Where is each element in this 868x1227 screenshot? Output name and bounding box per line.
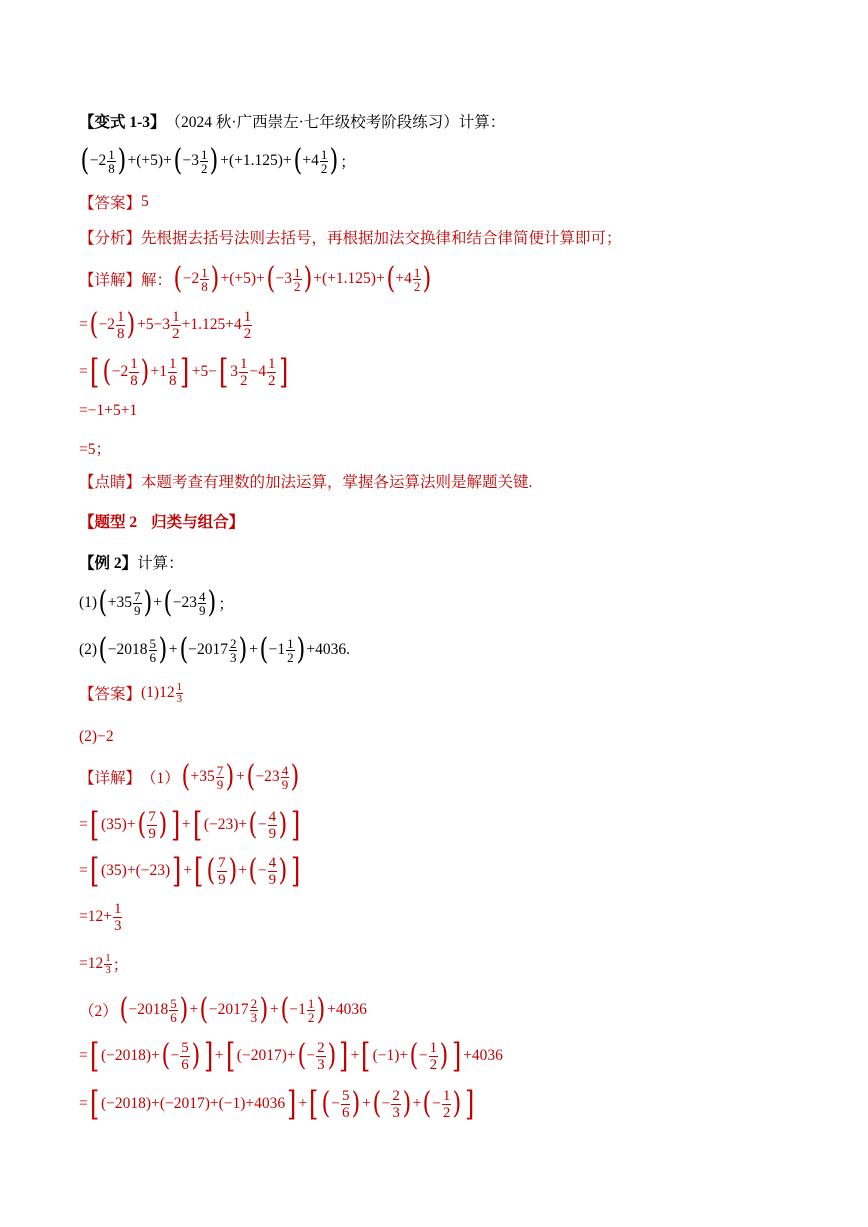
example2-problem-1: (1) ( +35 $\frac{7}{9}$ ) + ( −23 $\frac{4}{9}$ ) ；: [79, 585, 234, 620]
variant-answer: 【答案】 5: [79, 193, 149, 212]
variant-problem: ( −2 $\frac{1}{8}$ ) + (+5) + ( −3 $\frac{1}{2}$ ) + (+1.125) + ( +4 $\frac{1}{2}$ ) ；: [80, 143, 356, 178]
example2-d1-step-1: = [ (35)+ ( $\frac{7}{9}$ ) ] + [ (−23)+ ( − $\frac{4}{9}$ ) ]: [79, 805, 301, 845]
variant-heading: [79, 101, 505, 141]
variant-source: （2024 秋·广西崇左·七年级校考阶段练习）计算：: [165, 114, 506, 131]
example2-detail: 【详解】 （1） ( +35 $\frac{7}{9}$ ) + ( −23 $\frac{4}{9}$ ): [79, 759, 300, 794]
example2-d1-step-3: =12+ $\frac{1}{3}$: [79, 900, 122, 934]
example2-answer: 【答案】 (1)12 $\frac{1}{3}$: [79, 680, 183, 705]
example2-d2-step-2: = [ (−2018)+(−2017)+(−1)+4036 ] + [ ( − $\frac{5}{6}$ ) + ( − $\frac{2}{3}$ ) + ( − $\frac{1}{2}$ ) ]: [79, 1084, 475, 1124]
variant-detail: 【详解】 解： ( −2 $\frac{1}{8}$ ) + (+5) + ( −3 $\frac{1}{2}$ ) + (+1.125) + ( +4 $\frac{1}{2}$ ): [79, 261, 432, 296]
variant-analysis: 【分析】 先根据去括号法则去括号，再根据加法交换律和结合律简便计算即可；: [79, 230, 622, 247]
section-heading-type2: 【题型 2 归类与组合】: [79, 514, 245, 531]
variant-tag: 【变式 1-3】: [79, 114, 166, 131]
example2-d1-step-2: = [ (35)+(−23) ] + [ ( $\frac{7}{9}$ ) + ( − $\frac{4}{9}$ ) ]: [79, 851, 301, 891]
example2-heading: 【例 2】 计算：: [79, 555, 184, 572]
example2-d1-step-4: =12 $\frac{1}{3}$ ；: [79, 951, 129, 976]
variant-step-2: = [ ( −2 $\frac{1}{8}$ ) +1 $\frac{1}{8}$ ] +5− [ 3 $\frac{1}{2}$ −4 $\frac{1}{2}$ ]: [79, 352, 289, 392]
variant-step-1: = ( −2 $\frac{1}{8}$ ) +5−3 $\frac{1}{2}$ +1.125+4 $\frac{1}{2}$: [79, 307, 252, 342]
variant-comment: 【点睛】 本题考查有理数的加法运算，掌握各运算法则是解题关键.: [79, 474, 533, 491]
example2-d2-header: （2） ( −2018 $\frac{5}{6}$ ) + ( −2017 $\frac{2}{3}$ ) + ( −1 $\frac{1}{2}$ ) +4036: [79, 992, 367, 1027]
variant-step-4: =5；: [79, 441, 111, 458]
example2-d2-step-1: = [ (−2018)+ ( − $\frac{5}{6}$ ) ] + [ (−2017)+ ( − $\frac{2}{3}$ ) ] + [ (−1)+ ( − $\frac{1}{2}$ ) ] +4036: [79, 1036, 503, 1076]
example2-answer-2: (2)−2: [79, 728, 114, 745]
variant-step-3: =−1+5+1: [79, 402, 138, 419]
example2-problem-2: (2) ( −2018 $\frac{5}{6}$ ) + ( −2017 $\frac{2}{3}$ ) + ( −1 $\frac{1}{2}$ ) +4036.: [79, 632, 351, 667]
